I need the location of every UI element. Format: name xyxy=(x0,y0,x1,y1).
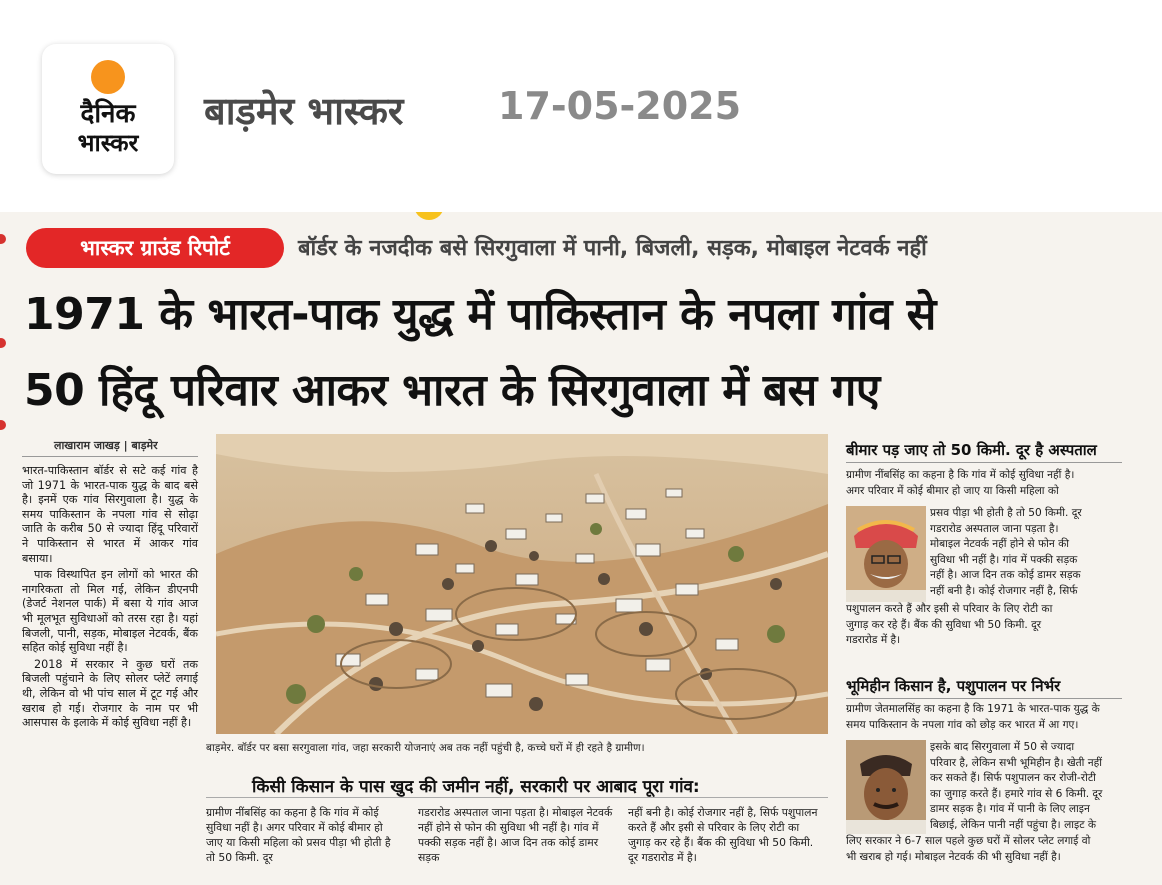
body-paragraph: पाक विस्थापित इन लोगों को भारत की नागरिकता तो मिल गई, लेकिन डीएनपी (डेजर्ट नेशनल पार्क) में बसा ये गांव आज भी मूलभूत सुविधाओं को तरस रहा है। यहां बिजली, पानी, सड़क, मोबाइल नेटवर्क, बैंक सहित कोई सुविधा नहीं है। xyxy=(22,568,198,655)
headline-line-1: 1971 के भारत-पाक युद्ध में पाकिस्तान के नपला गांव से xyxy=(24,289,936,340)
logo-text-line2: भास्कर xyxy=(77,129,139,157)
text-line: मोबाइल नेटवर्क नहीं होने से फोन की xyxy=(930,538,1070,551)
text-line: अगर परिवार में कोई बीमार हो जाए या किसी महिला को xyxy=(846,484,1059,497)
village-aerial-photo xyxy=(216,434,828,734)
report-tag: भास्कर ग्राउंड रिपोर्ट xyxy=(26,228,284,268)
divider xyxy=(206,797,828,798)
side-story-text xyxy=(846,702,1124,733)
bottom-column: नहीं बनी है। कोई रोजगार नहीं है, सिर्फ पशुपालन करते हैं और इसी से परिवार के लिए रोटी का जुगाड़ कर रहे हैं। बैंक की सुविधा भी 50 किमी. दूर गडरारोड में है। xyxy=(628,806,818,864)
text-line: जुगाड़ कर रहे हैं। बैंक की सुविधा भी 50 किमी. दूर xyxy=(846,618,1042,631)
page-sun-icon xyxy=(414,212,444,220)
side-story-text xyxy=(846,602,1124,649)
text-line: नहीं बनी है। कोई रोजगार नहीं है, सिर्फ xyxy=(930,584,1078,597)
text-line: नहीं है। आज दिन तक कोई डामर सड़क xyxy=(930,569,1081,582)
side-story-text xyxy=(846,468,1124,499)
text-line: पशुपालन करते हैं और इसी से परिवार के लिए रोटी का xyxy=(846,603,1053,615)
publication-logo[interactable] xyxy=(42,44,174,174)
side-story-text xyxy=(846,834,1124,865)
text-line: गडरारोड में है। xyxy=(846,634,901,647)
divider xyxy=(846,698,1122,699)
bottom-column: गडरारोड अस्पताल जाना पड़ता है। मोबाइल नेटवर्क नहीं होने से फोन की सुविधा भी नहीं है। गांव में पक्की सड़क नहीं है। आज दिन तक कोई डामर सड़क xyxy=(418,806,613,864)
text-line: डामर सड़क है। गांव में पानी के लिए लाइन xyxy=(930,803,1090,816)
text-line: ग्रामीण जेतमालसिंह का कहना है कि 1971 के भारत-पाक युद्ध के xyxy=(846,703,1100,715)
text-line: सुविधा भी नहीं है। गांव में पक्की सड़क xyxy=(930,553,1078,566)
villager-portrait xyxy=(846,740,926,834)
text-line: कर सकते हैं। सिर्फ पशुपालन कर रोजी-रोटी xyxy=(930,772,1096,785)
headline-line-2: 50 हिंदू परिवार आकर भारत के सिरगुवाला में बस गए xyxy=(24,365,880,416)
sub-headline: किसी किसान के पास खुद की जमीन नहीं, सरकारी पर आबाद पूरा गांव: xyxy=(252,777,700,797)
divider xyxy=(22,456,198,457)
side-story-heading: बीमार पड़ जाए तो 50 किमी. दूर है अस्पताल xyxy=(846,441,1097,459)
body-paragraph: भारत-पाकिस्तान बॉर्डर से सटे कई गांव है जो 1971 के भारत-पाक युद्ध के बाद बसे है। इनमें एक गांव सिरगुवाला है। युद्ध के समय पाकिस्तान के नपला गांव से सोढ़ा जाति के करीब 50 से ज्यादा हिंदू परिवारों ने पाकिस्तान से भारत में आकर गांव बसाया। xyxy=(22,464,198,565)
photo-caption: बाड़मेर. बॉर्डर पर बसा सरगुवाला गांव, जहा सरकारी योजनाएं अब तक नहीं पहुंची है, कच्चे घरों में ही रहते है ग्रामीण। xyxy=(206,742,645,754)
logo-text-line1: दैनिक xyxy=(80,99,136,129)
text-line: इसके बाद सिरगुवाला में 50 से ज्यादा xyxy=(930,741,1075,753)
text-line: बिछाई, लेकिन पानी नहीं पहुंचा है। लाइट के xyxy=(930,818,1097,831)
photo-illustration xyxy=(216,434,828,734)
text-line: परिवार है, लेकिन सभी भूमिहीन है। खेती नहीं xyxy=(930,756,1103,769)
edition-date[interactable]: 17-05-2025 xyxy=(498,84,742,128)
villager-portrait xyxy=(846,506,926,602)
divider xyxy=(846,462,1122,463)
bottom-column: ग्रामीण नींबसिंह का कहना है कि गांव में कोई सुविधा नहीं है। अगर परिवार में कोई बीमार हो जाए या किसी महिला को प्रसव पीड़ा भी होती है तो 50 किमी. दूर xyxy=(206,806,391,864)
text-line: लिए सरकार ने 6-7 साल पहले कुछ घरों में सोलर प्लेट लगाई वो xyxy=(846,835,1091,847)
side-story-text xyxy=(930,740,1126,834)
text-line: प्रसव पीड़ा भी होती है तो 50 किमी. दूर xyxy=(930,507,1082,519)
side-story-heading: भूमिहीन किसान है, पशुपालन पर निर्भर xyxy=(846,677,1061,695)
text-line: ग्रामीण नींबसिंह का कहना है कि गांव में कोई सुविधा नहीं है। xyxy=(846,469,1075,481)
text-line: भी खराब हो गई। मोबाइल नेटवर्क की भी सुविधा नहीं है। xyxy=(846,850,1061,863)
text-line: का जुगाड़ करते हैं। हमारे गांव से 6 किमी. दूर xyxy=(930,787,1103,800)
edge-marker xyxy=(0,338,6,348)
app-header xyxy=(0,0,1162,200)
newspaper-clipping xyxy=(0,212,1162,885)
edge-marker xyxy=(0,234,6,244)
side-story-text xyxy=(930,506,1126,600)
edge-marker xyxy=(0,420,6,430)
text-line: गडरारोड अस्पताल जाना पड़ता है। xyxy=(930,522,1059,535)
sun-icon xyxy=(91,60,125,94)
body-paragraph: 2018 में सरकार ने कुछ घरों तक बिजली पहुंचाने के लिए सोलर प्लेटें लगाई थी, लेकिन वो भी पांच साल में टूट गई और खराब हो गई। रोजगार के नाम पर भी आसपास के इलाके में कोई सुविधा नहीं है। xyxy=(22,657,198,730)
body-column xyxy=(22,464,198,733)
edition-title[interactable]: बाड़मेर भास्कर xyxy=(204,89,404,133)
text-line: समय पाकिस्तान के नपला गांव को छोड़ कर भारत में आ गए। xyxy=(846,718,1079,731)
byline: लाखाराम जाखड़ | बाड़मेर xyxy=(54,439,158,452)
kicker-headline: बॉर्डर के नजदीक बसे सिरगुवाला में पानी, बिजली, सड़क, मोबाइल नेटवर्क नहीं xyxy=(298,236,927,261)
